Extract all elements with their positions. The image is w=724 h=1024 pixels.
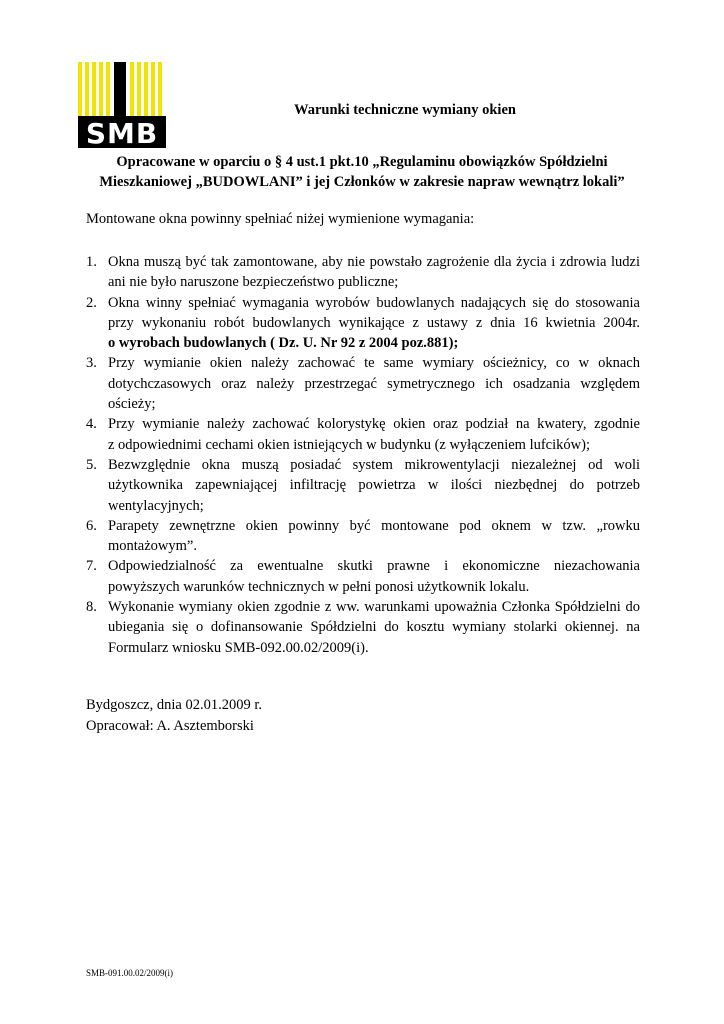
list-number: 6. [86, 517, 97, 534]
list-number: 5. [86, 456, 97, 473]
author: Opracował: A. Asztemborski [86, 718, 254, 734]
list-line: przy wykonaniu robót budowlanych wynikające z ustawy z dnia 16 kwietnia 2004r. [108, 314, 640, 331]
list-number: 3. [86, 355, 97, 372]
list-line: Okna winny spełniać wymagania wyrobów budowlanych nadających się do stosowania [108, 294, 640, 311]
logo-text: SMB [85, 117, 159, 148]
list-line: Wykonanie wymiany okien zgodnie z ww. warunkami upoważnia Członka Spółdzielni do [108, 599, 640, 616]
document-title: Warunki techniczne wymiany okien [294, 102, 516, 118]
list-line: ani nie było naruszone bezpieczeństwo publiczne; [108, 274, 399, 291]
place-date: Bydgoszcz, dnia 02.01.2009 r. [86, 697, 262, 713]
intro-text: Montowane okna powinny spełniać niżej wymienione wymagania: [86, 211, 475, 227]
list-line: Przy wymianie należy zachować kolorystykę okien oraz podział na kwatery, zgodnie [108, 416, 640, 433]
list-line: Formularz wniosku SMB-092.00.02/2009(i). [108, 639, 369, 656]
list-item [86, 455, 640, 516]
list-line: Przy wymianie okien należy zachować te same wymiary ościeżnicy, co w oknach [108, 355, 640, 372]
list-line: użytkownika zapewniającej infiltrację powietrza w ilości niezbędnej do potrzeb [108, 477, 640, 494]
list-item [86, 414, 640, 455]
list-line: powyższych warunków technicznych w pełni ponosi użytkownik lokalu. [108, 578, 530, 595]
list-line: Bezwzględnie okna muszą posiadać system mikrowentylacji niezależnej od woli [108, 456, 640, 473]
list-line: ościeży; [108, 396, 156, 413]
list-number: 1. [86, 254, 97, 270]
list-line-bold: o wyrobach budowlanych ( Dz. U. Nr 92 z 2004 poz.881); [108, 335, 459, 352]
footer-code: SMB-091.00.02/2009(i) [86, 968, 174, 978]
list-item [86, 556, 640, 597]
list-item [86, 353, 640, 414]
requirements-list [86, 252, 640, 658]
list-number: 7. [86, 558, 97, 575]
list-item [86, 252, 640, 293]
list-line: dotychczasowych oraz należy przestrzegać symetrycznego ich osadzania względem [108, 375, 640, 392]
list-number: 8. [86, 599, 97, 616]
list-item [86, 597, 640, 658]
signature-block [86, 695, 262, 737]
document-subtitle [86, 152, 638, 192]
smb-logo-graphic [78, 62, 166, 148]
list-line: Okna muszą być tak zamontowane, aby nie powstało zagrożenie dla życia i zdrowia ludzi [108, 254, 640, 270]
list-item [86, 293, 640, 354]
list-line: montażowym”. [108, 538, 197, 555]
list-number: 4. [86, 416, 97, 433]
smb-logo [78, 62, 166, 148]
list-item [86, 516, 640, 557]
list-line: ubiegania się o dofinansowanie Spółdzielni do kosztu wymiany stolarki okiennej. na [108, 619, 640, 636]
list-line: Odpowiedzialność za ewentualne skutki prawne i ekonomiczne niezachowania [108, 558, 640, 575]
subtitle-line-2: Mieszkaniowej „BUDOWLANI” i jej Członków w zakresie napraw wewnątrz lokali” [99, 174, 625, 190]
list-line: z odpowiednimi cechami okien istniejących w budynku (z wyłączeniem lufcików); [108, 436, 590, 453]
list-number: 2. [86, 294, 97, 311]
subtitle-line-1: Opracowane w oparciu o § 4 ust.1 pkt.10 „Regulaminu obowiązków Spółdzielni [116, 154, 608, 170]
list-line: Parapety zewnętrzne okien powinny być montowane pod oknem w tzw. „rowku [108, 517, 640, 534]
list-line: wentylacyjnych; [108, 497, 204, 514]
